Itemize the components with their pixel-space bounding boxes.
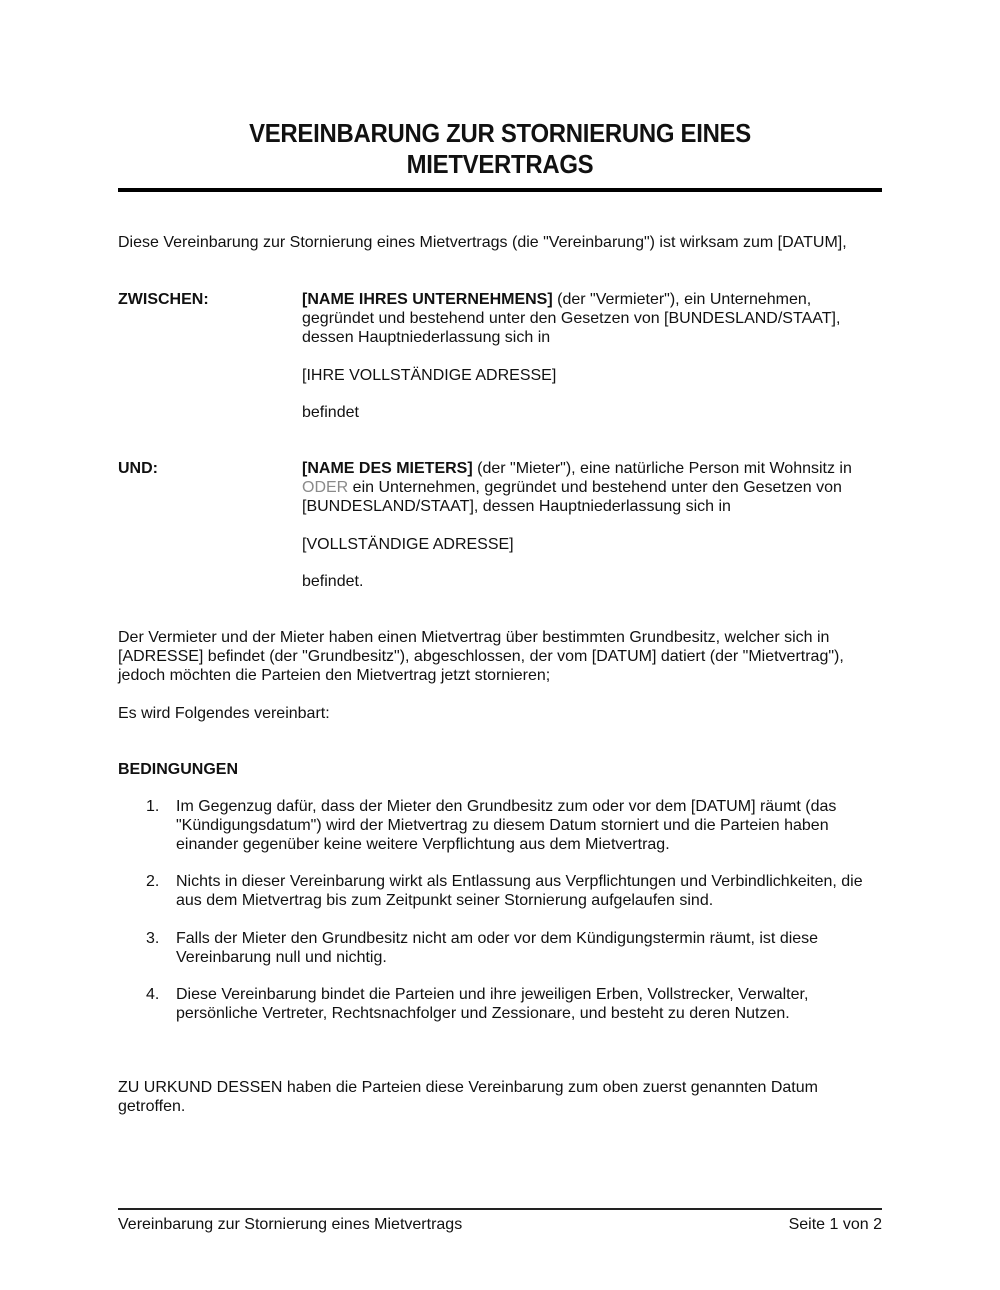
recital-paragraph [118, 628, 882, 685]
condition-line: einander gegenüber keine weitere Verpflichtung aus dem Mietvertrag. [176, 836, 670, 853]
witness-line-1: ZU URKUND DESSEN haben die Parteien diese Vereinbarung zum oben zuerst genannten Datum [118, 1079, 818, 1096]
footer-document-title: Vereinbarung zur Stornierung eines Mietvertrags [118, 1216, 463, 1233]
title-divider [118, 188, 882, 192]
condition-line: persönliche Vertreter, Rechtsnachfolger und Zessionare, und besteht zu deren Nutzen. [176, 1005, 790, 1022]
intro-paragraph: Diese Vereinbarung zur Stornierung eines Mietvertrags (die "Vereinbarung") ist wirksam zum [DATUM], [118, 234, 847, 251]
condition-line: "Kündigungsdatum") wird der Mietvertrag zu diesem Datum storniert und die Parteien haben [176, 817, 829, 834]
witness-line-2: getroffen. [118, 1098, 186, 1115]
title-line-2: MIETVERTRAGS [406, 149, 594, 179]
recital-line-2: [ADRESSE] befindet (der "Grundbesitz"), abgeschlossen, der vom [DATUM] datiert (der "Mietvertrag"), [118, 648, 844, 665]
party1-line1-rest: (der "Vermieter"), ein Unternehmen, [552, 291, 812, 308]
condition-number: 1. [146, 798, 160, 815]
party1-block [302, 290, 882, 347]
landlord-name-placeholder: [NAME IHRES UNTERNEHMENS] [302, 291, 553, 308]
condition-line: Vereinbarung null und nichtig. [176, 949, 387, 966]
condition-text [176, 929, 886, 967]
party1-line3: dessen Hauptniederlassung sich in [302, 329, 551, 346]
party1-line2: gegründet und bestehend unter den Gesetzen von [BUNDESLAND/STAAT], [302, 310, 841, 327]
condition-line: Diese Vereinbarung bindet die Parteien und ihre jeweiligen Erben, Vollstrecker, Verwalter, [176, 986, 809, 1003]
condition-number: 2. [146, 873, 160, 890]
party1-address: [IHRE VOLLSTÄNDIGE ADRESSE] [302, 367, 557, 384]
tenant-name-placeholder: [NAME DES MIETERS] [302, 460, 473, 477]
party2-label: UND: [118, 460, 158, 477]
condition-line: aus dem Mietvertrag bis zum Zeitpunkt seiner Stornierung aufgelaufen sind. [176, 892, 714, 909]
condition-text [176, 797, 886, 854]
footer-divider [118, 1208, 882, 1210]
condition-text [176, 985, 886, 1023]
party2-line1-rest: (der "Mieter"), eine natürliche Person mit Wohnsitz in [472, 460, 852, 477]
conditions-heading: BEDINGUNGEN [118, 761, 239, 778]
witness-clause [118, 1078, 882, 1116]
party1-closing: befindet [302, 404, 359, 421]
footer-page-number: Seite 1 von 2 [788, 1216, 882, 1233]
condition-number: 4. [146, 986, 160, 1003]
document-title [149, 118, 852, 180]
party2-line2-rest: ein Unternehmen, gegründet und bestehend unter den Gesetzen von [348, 479, 842, 496]
condition-line: Im Gegenzug dafür, dass der Mieter den Grundbesitz zum oder vor dem [DATUM] räumt (das [176, 798, 837, 815]
recital-line-1: Der Vermieter und der Mieter haben einen Mietvertrag über bestimmten Grundbesitz, welcher sich in [118, 629, 830, 646]
title-line-1: VEREINBARUNG ZUR STORNIERUNG EINES [249, 118, 751, 148]
condition-text [176, 872, 886, 910]
party2-block [302, 459, 882, 516]
recital-line-3: jedoch möchten die Parteien den Mietvertrag jetzt stornieren; [118, 667, 551, 684]
party1-label: ZWISCHEN: [118, 291, 209, 308]
condition-line: Falls der Mieter den Grundbesitz nicht am oder vor dem Kündigungstermin räumt, ist diese [176, 930, 819, 947]
condition-line: Nichts in dieser Vereinbarung wirkt als Entlassung aus Verpflichtungen und Verbindlichkeiten, die [176, 873, 863, 890]
party2-line3: [BUNDESLAND/STAAT], dessen Hauptniederlassung sich in [302, 498, 731, 515]
oder-option-marker: ODER [302, 479, 349, 496]
condition-number: 3. [146, 930, 160, 947]
agreed-statement: Es wird Folgendes vereinbart: [118, 705, 330, 722]
party2-address: [VOLLSTÄNDIGE ADRESSE] [302, 536, 514, 553]
party2-closing: befindet. [302, 573, 364, 590]
